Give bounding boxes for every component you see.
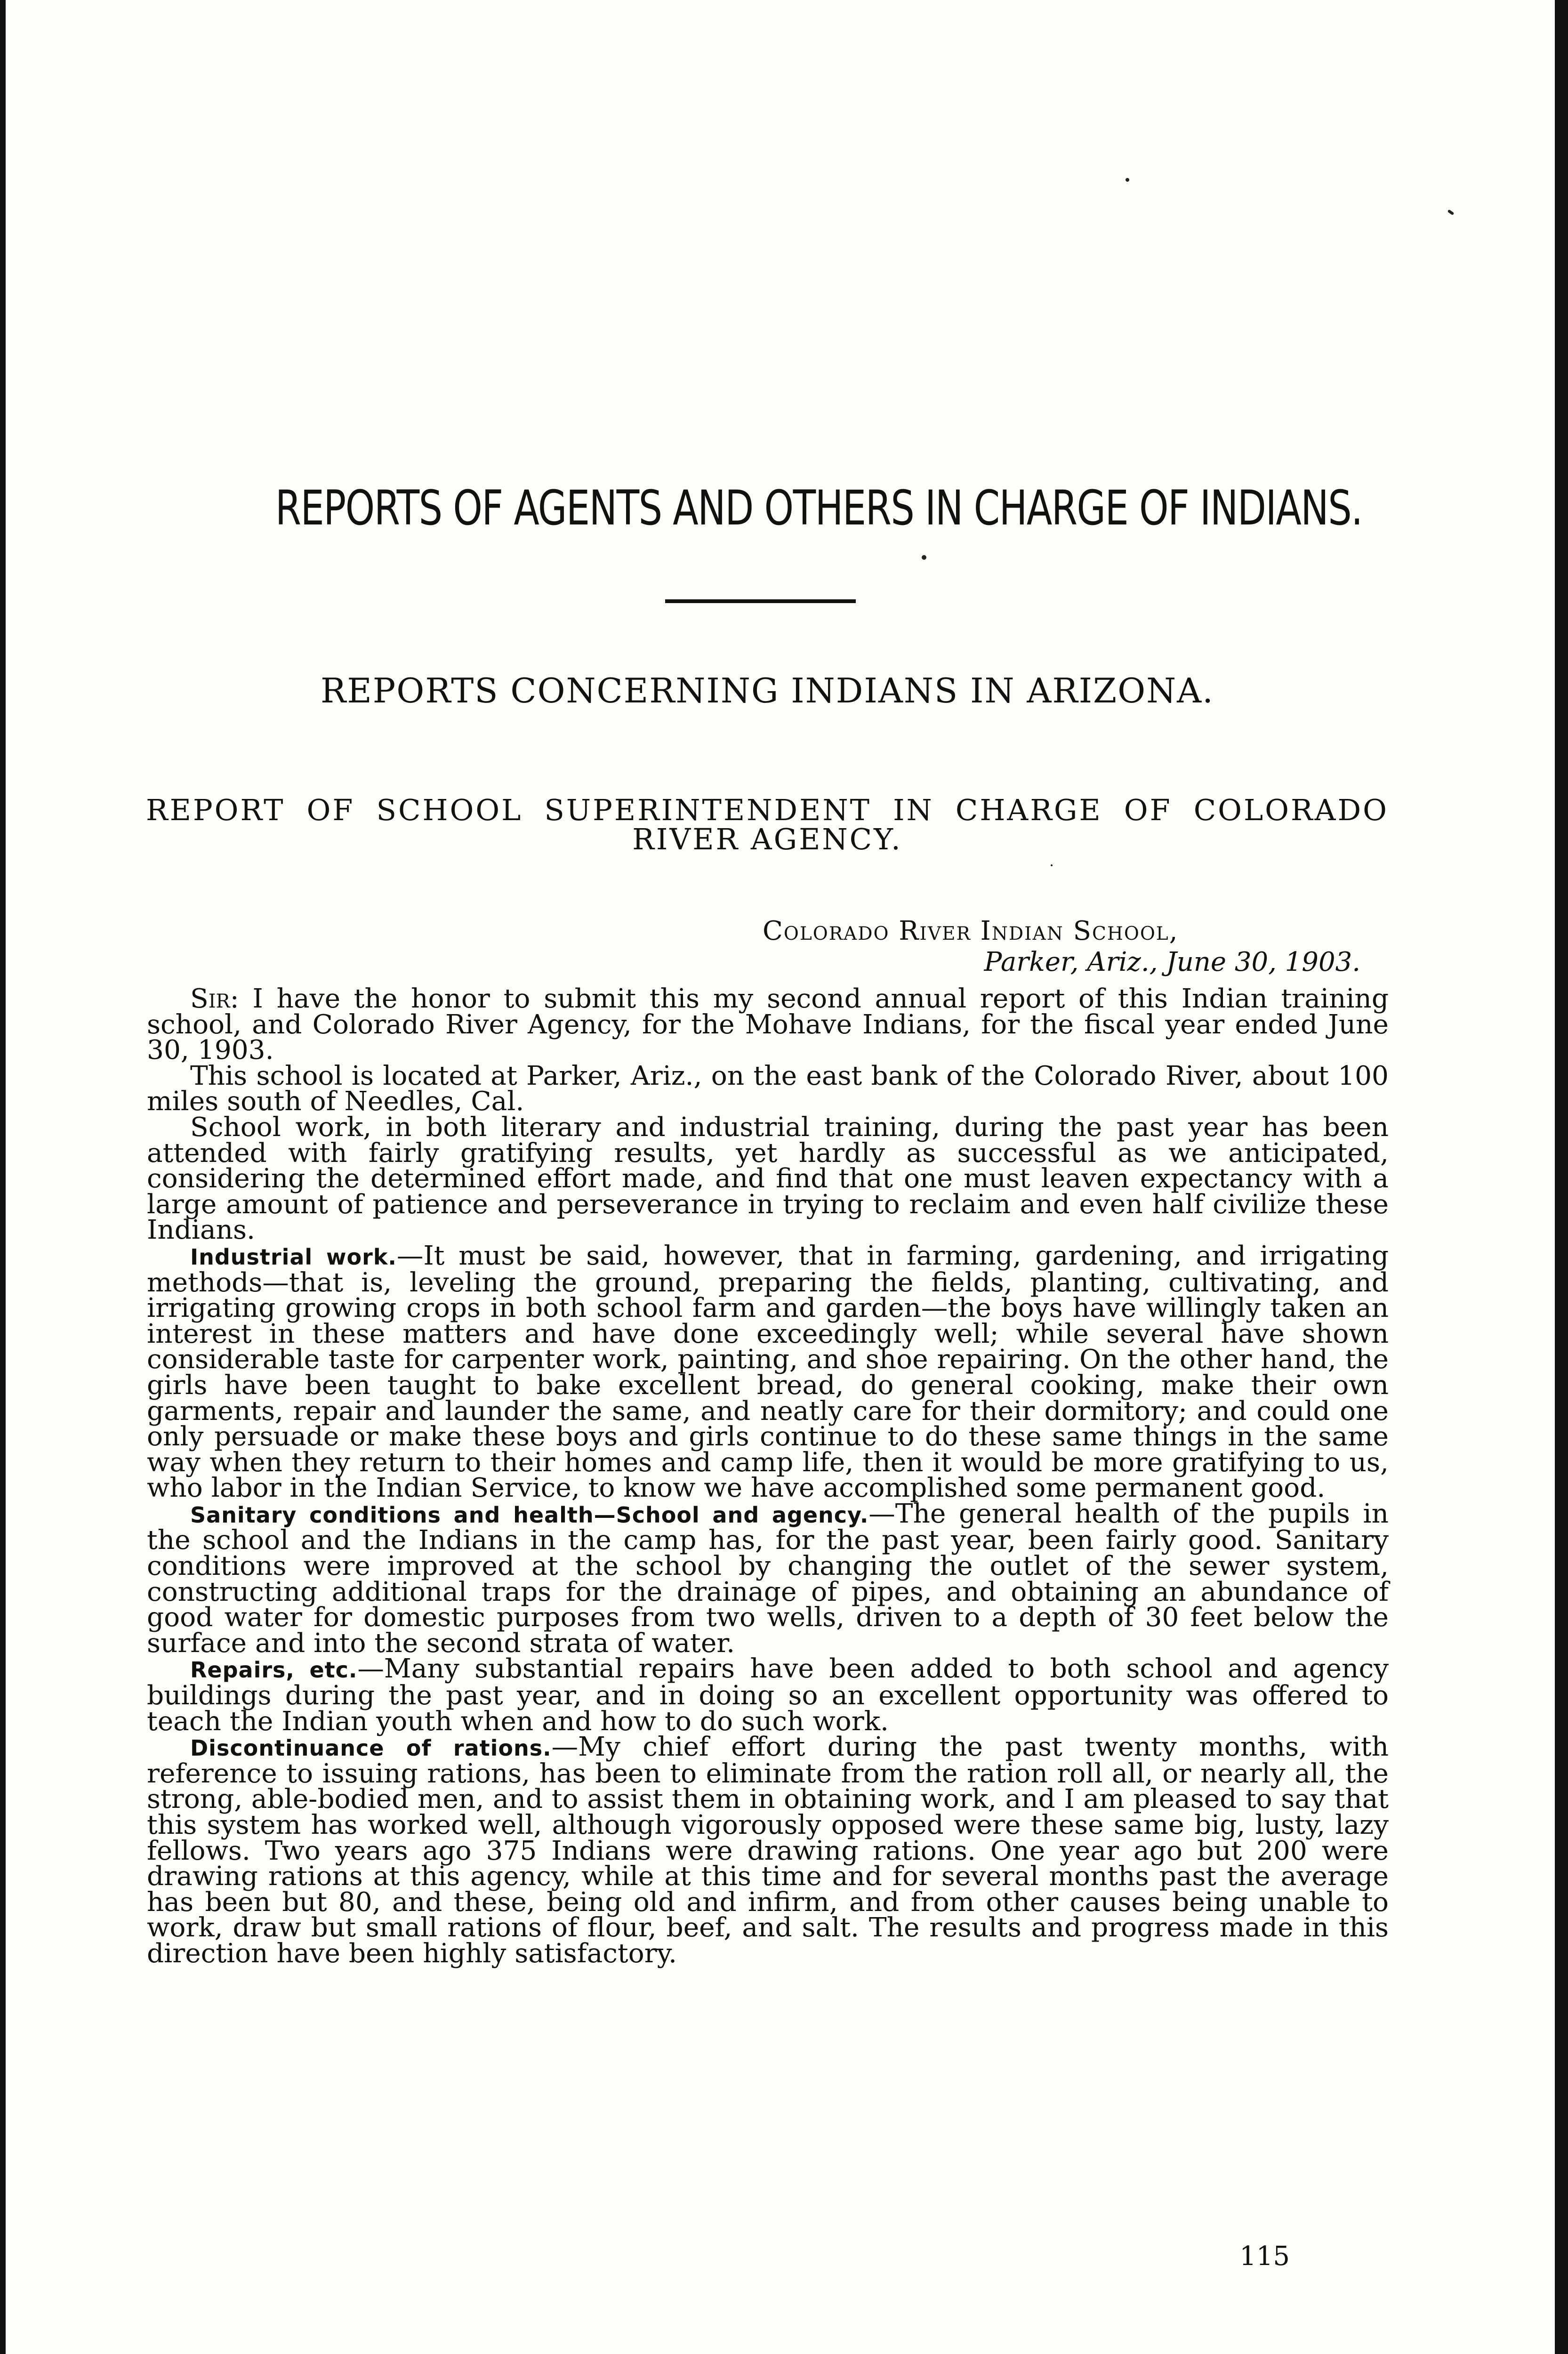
paragraph-text: —The general health of the pupils in the school and the Indians in the camp has, for the past year, been fairly good. Sanitary conditions were improved at the school by changing the outlet of the sewer system, constructing additional traps for the drainage of pipes, and obtaining an abundance of good water for domestic purposes from two wells, driven to a depth of 30 feet below the surface and into the second strata of water. [147, 1498, 1389, 1659]
scan-left-edge [0, 0, 6, 2354]
paragraph-text: School work, in both literary and industrial training, during the past year has been attended with fairly gratifying results, yet hardly as successful as we anticipated, considering the determined effort made, and find that one must leaven expectancy with a large amount of patience and perseverance in trying to reclaim and even half civilize these Indians. [147, 1112, 1389, 1246]
paragraph-school-work [147, 1112, 1389, 1246]
run-in-heading: Repairs, etc. [190, 1657, 358, 1683]
salutation: Sir: [190, 984, 239, 1014]
run-in-heading: Sanitary conditions and health—School and agency. [190, 1502, 869, 1528]
dateline-place-date: Parker, Ariz., June 30, 1903. [984, 947, 1360, 977]
paragraph-location [147, 1060, 1389, 1117]
section-title: REPORTS CONCERNING INDIANS IN ARIZONA. [321, 671, 1214, 710]
paragraph-text: —Many substantial repairs have been added to both school and agency buildings during the past year, and in doing so an excellent opportunity was offered to teach the Indian youth when and how to do such work. [147, 1653, 1389, 1737]
paragraph-industrial-work [147, 1240, 1389, 1504]
report-body [147, 986, 1389, 1967]
scan-speck [1447, 210, 1455, 216]
main-title: REPORTS OF AGENTS AND OTHERS IN CHARGE OF INDIANS. [275, 480, 1362, 536]
report-title-line-1: REPORT OF SCHOOL SUPERINTENDENT IN CHARGE OF COLORADO [146, 793, 1389, 827]
title-divider-rule [665, 599, 856, 603]
scan-speck [922, 555, 926, 560]
page-number: 115 [1239, 2241, 1290, 2272]
scan-right-edge [1555, 0, 1568, 2354]
report-title-line-2: RIVER AGENCY. [632, 822, 902, 856]
paragraph-text: This school is located at Parker, Ariz., on the east bank of the Colorado River, about 100 miles south of Needles, Cal. [147, 1060, 1389, 1117]
paragraph-introduction [147, 986, 1389, 1064]
scan-speck [1051, 864, 1053, 866]
paragraph-text: —It must be said, however, that in farming, gardening, and irrigating methods—that is, leveling the ground, preparing the fields, planting, cultivating, and irrigating growing crops in both school farm and garden—the boys have willingly taken an interest in these matters and have done exceedingly well; while several have shown considerable taste for carpenter work, painting, and shoe repairing. On the other hand, the girls have been taught to bake excellent bread, do general cooking, make their own garments, repair and launder the same, and neatly care for their dormitory; and could one only persuade or make these boys and girls continue to do these same things in the same way when they return to their homes and camp life, then it would be more gratifying to us, who labor in the Indian Service, to know we have accomplished some permanent good. [147, 1240, 1389, 1504]
paragraph-text: —My chief effort during the past twenty months, with reference to issuing rations, has been to eliminate from the ration roll all, or nearly all, the strong, able-bodied men, and to assist them in obtaining work, and I am pleased to say that this system has worked well, although vigorously opposed were these same big, lusty, lazy fellows. Two years ago 375 Indians were drawing rations. One year ago but 200 were drawing rations at this agency, while at this time and for several months past the average has been but 80, and these, being old and infirm, and from other causes being unable to work, draw but small rations of flour, beef, and salt. The results and progress made in this direction have been highly satisfactory. [147, 1732, 1389, 1969]
dateline-organization: Colorado River Indian School, [763, 916, 1179, 946]
paragraph-rations [147, 1734, 1389, 1967]
run-in-heading: Discontinuance of rations. [190, 1735, 552, 1761]
paragraph-repairs [147, 1653, 1389, 1737]
report-title [146, 793, 1389, 856]
paragraph-sanitary-conditions [147, 1498, 1389, 1659]
run-in-heading: Industrial work. [190, 1244, 397, 1270]
paragraph-text: I have the honor to submit this my second annual report of this Indian training school, and Colorado River Agency, for the Mohave Indians, for the fiscal year ended June 30, 1903. [147, 984, 1389, 1066]
dateline [763, 916, 1360, 978]
scan-speck [1126, 178, 1129, 182]
